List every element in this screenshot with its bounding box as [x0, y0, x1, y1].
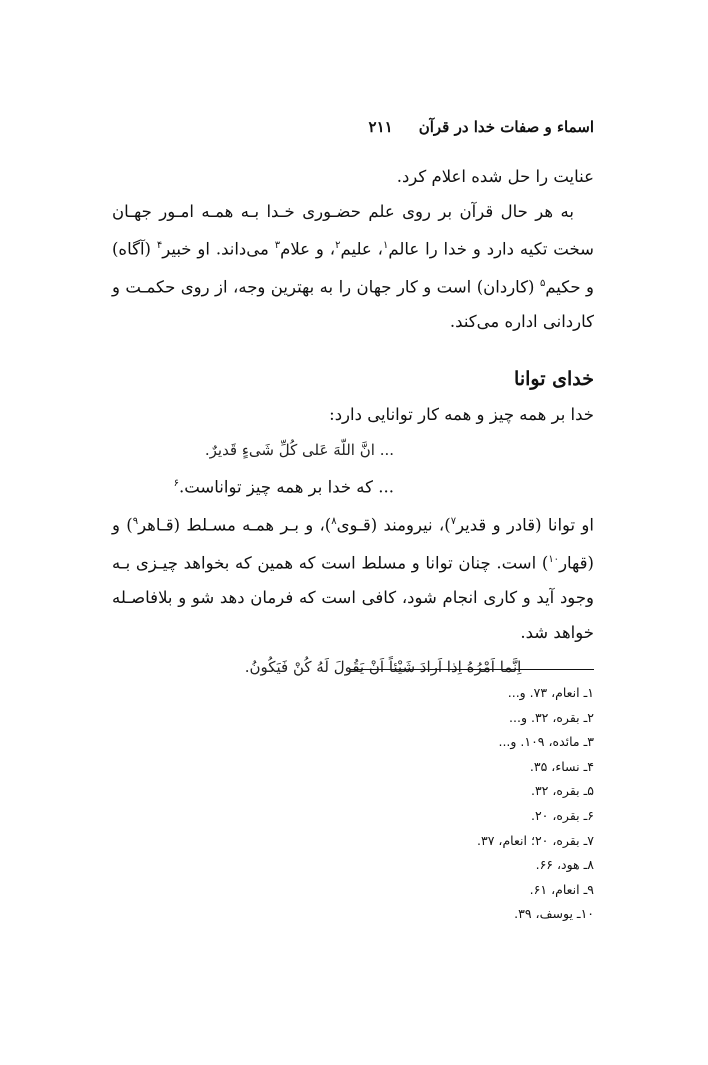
text-span: )، نیرومند (قـوی [336, 515, 451, 535]
text-span: (آگاه) و حکیم [112, 239, 594, 297]
footnotes-list [350, 681, 594, 927]
intro-line-2: خدا بر همه چیز و همه کار توانایی دارد: [329, 405, 594, 424]
page-number: ۲۱۱ [368, 118, 393, 136]
footnote-ref: ۸ [331, 516, 337, 527]
verse-translation [112, 467, 594, 505]
footnote-ref: ۶ [173, 478, 179, 489]
footnote-ref: ۷ [450, 516, 457, 527]
footnote-ref: ۳ [274, 240, 281, 251]
footnote-ref: ۴ [156, 240, 163, 251]
footnote: ۶ـ بقره، ۲۰. [530, 807, 594, 823]
text-span: ... که خدا بر همه چیز تواناست. [178, 477, 394, 497]
running-header [112, 118, 594, 136]
text-span: ، علیم [340, 239, 383, 259]
footnote: ۲ـ بقره، ۳۲. و... [509, 709, 594, 725]
text-span: ، و علام [280, 239, 336, 259]
text-span: او توانا (قادر و قدیر [456, 515, 594, 535]
text-span: ) و (قهار [112, 515, 594, 573]
footnote-ref: ۱۰ [548, 554, 560, 565]
text-span: به هر حال قرآن بر روی علم حضـوری خـدا بـه همـه امـور جهـان سخت تکیه دارد و خدا را عالم [112, 201, 594, 259]
footnote: ۳ـ مائده، ۱۰۹. و... [498, 734, 594, 750]
footnote: ۵ـ بقره، ۳۲. [530, 783, 594, 799]
footnote: ۱۰ـ یوسف، ۳۹. [514, 906, 594, 922]
footnote-ref: ۱ [382, 240, 389, 251]
main-text [112, 160, 594, 685]
section-heading: خدای توانا [514, 367, 594, 390]
footnote-ref: ۹ [132, 516, 139, 527]
quran-verse: ... انَّ اللّهَ عَلی کُلِّ شَیءٍ قَدیرٌ. [204, 440, 394, 459]
footnote-divider [350, 669, 594, 670]
footnote: ۹ـ انعام، ۶۱. [529, 881, 594, 897]
text-span: می‌داند. او خبیر [162, 239, 275, 259]
footnote-ref: ۵ [539, 278, 546, 289]
quran-verse-2: اِنَّما اَمْرُهُ اِذا اَرادَ شَیْئاً اَنْ یَقُولَ لَهُ کُنْ فَیَکُونُ. [244, 658, 522, 676]
text-span: (کاردان) است و کار جهان را به بهترین وجه، از روی حکمـت و کاردانی اداره می‌کند. [112, 277, 594, 331]
footnote: ۴ـ نساء، ۳۵. [529, 758, 594, 774]
footnote: ۱ـ انعام، ۷۳. و... [507, 685, 594, 700]
text-span: ) است. چنان توانا و مسلط است که همین که بخواهد چیـزی بـه وجود آید و کاری انجام شود، کافی است که فرمان دهد شو و بلافاصـله خواهد شد. [112, 553, 594, 642]
paragraph-knowledge [112, 195, 594, 340]
footnote: ۷ـ بقره، ۲۰؛ انعام، ۳۷. [477, 832, 594, 848]
footnote-ref: ۲ [335, 240, 341, 251]
chapter-title: اسماء و صفات خدا در قرآن [418, 118, 594, 136]
intro-line: عنایت را حل شده اعلام کرد. [396, 167, 594, 186]
text-span: )، و بـر همـه مسـلط (قـاهر [138, 515, 332, 535]
footnote: ۸ـ هود، ۶۶. [535, 857, 594, 873]
paragraph-power [112, 505, 594, 650]
